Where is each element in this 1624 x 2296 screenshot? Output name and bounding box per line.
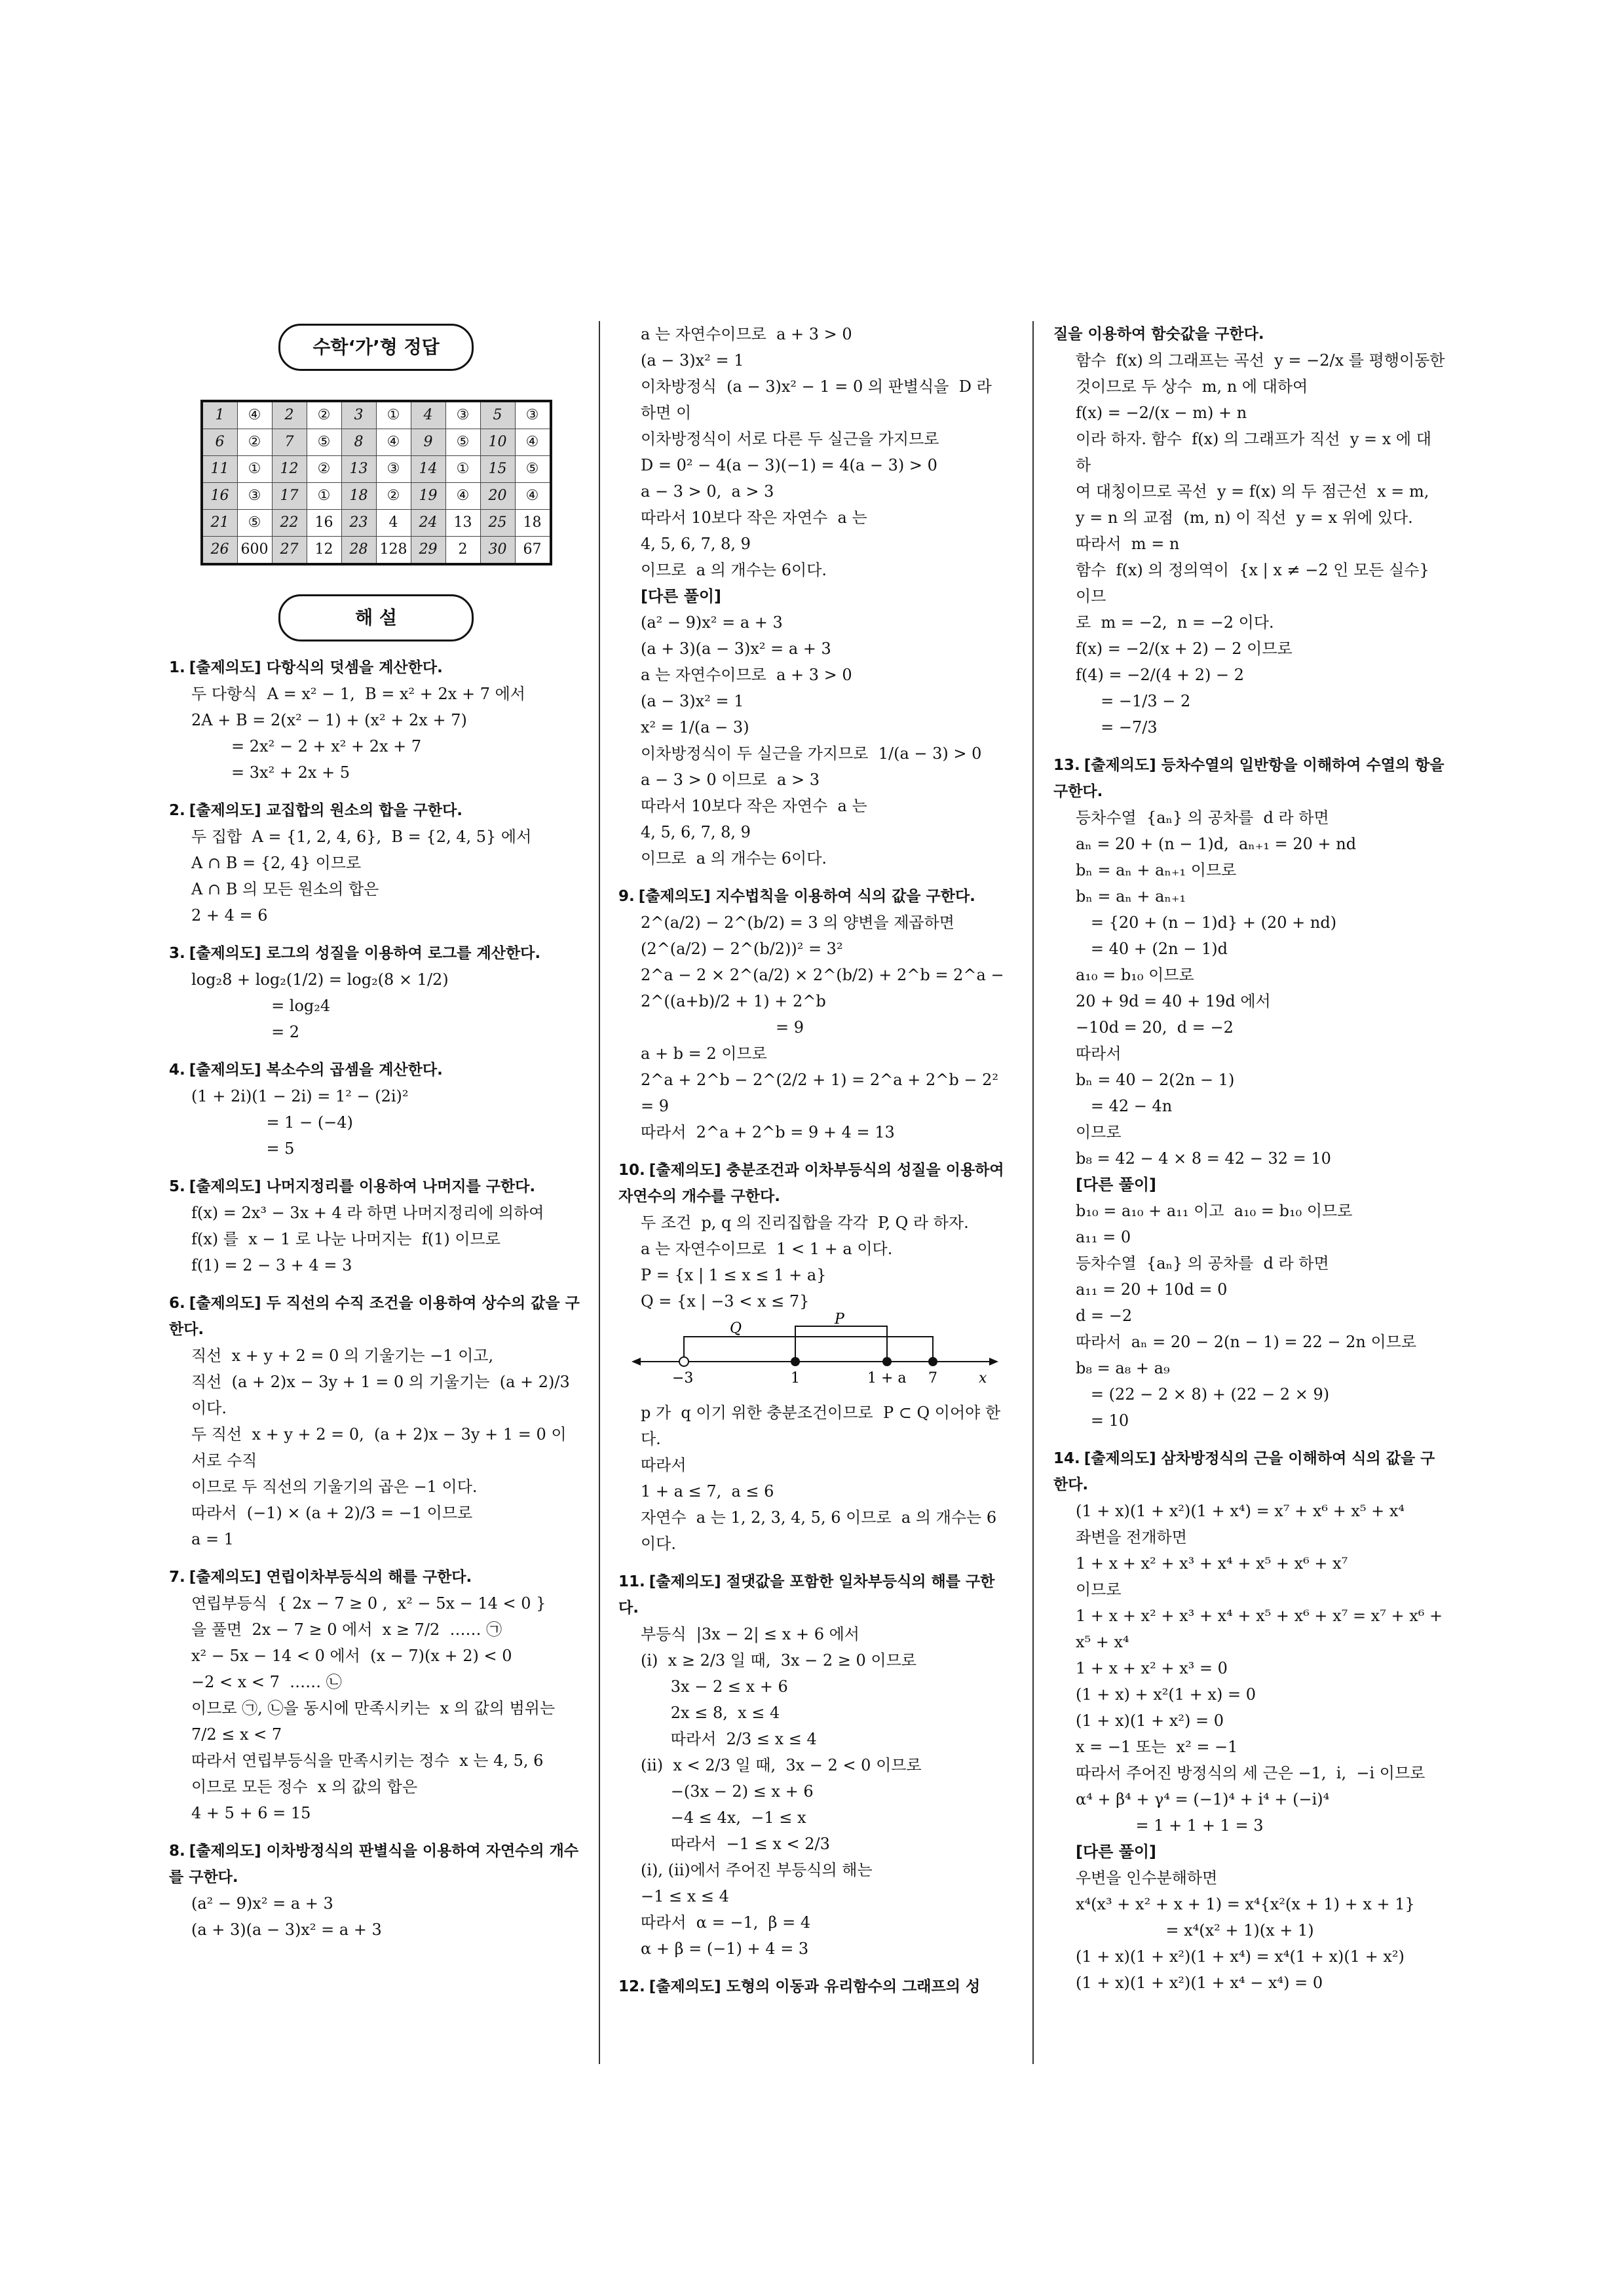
answer-cell: ④ bbox=[376, 429, 411, 456]
intent-text: [출제의도] 두 직선의 수직 조건을 이용하여 상수의 값을 구한다. bbox=[169, 1295, 580, 1338]
column-3 bbox=[1053, 321, 1446, 1996]
solution-line: 등차수열 {aₙ} 의 공차를 d 라 하면 bbox=[1076, 1254, 1329, 1272]
solution-line: (a² − 9)x² = a + 3 bbox=[191, 1894, 333, 1913]
solution-line: (ⅰ), (ⅱ)에서 주어진 부등식의 해는 bbox=[641, 1861, 873, 1879]
answer-cell: ③ bbox=[237, 483, 272, 510]
solution-line: 따라서 −1 ≤ x < 2/3 bbox=[641, 1835, 830, 1853]
solution-heading bbox=[169, 1174, 583, 1200]
solution-line: 따라서 m = n bbox=[1076, 535, 1180, 553]
intent-text: 질을 이용하여 함숫값을 구한다. bbox=[1053, 326, 1264, 343]
solution-line: 것이므로 두 상수 m, n 에 대하여 bbox=[1076, 377, 1308, 396]
question-number-cell: 27 bbox=[272, 537, 307, 565]
question-number: 5. bbox=[169, 1178, 185, 1195]
solution-line: 이므로 a 의 개수는 6이다. bbox=[641, 849, 827, 868]
question-number-cell: 19 bbox=[411, 483, 445, 510]
intent-text: [출제의도] 연립이차부등식의 해를 구한다. bbox=[189, 1569, 472, 1586]
solution-line: = −7/3 bbox=[1076, 718, 1158, 737]
question-number: 12. bbox=[618, 1978, 645, 1995]
solution-line: = 42 − 4n bbox=[1076, 1097, 1173, 1115]
solution-block bbox=[1053, 752, 1446, 1434]
solution-line: 1 + x + x² + x³ = 0 bbox=[1076, 1659, 1228, 1677]
question-number-cell: 12 bbox=[272, 456, 307, 483]
answer-cell: ③ bbox=[376, 456, 411, 483]
solutions-col-2 bbox=[618, 321, 1011, 1314]
question-number: 11. bbox=[618, 1573, 645, 1590]
solution-block bbox=[169, 1057, 583, 1162]
question-number-cell: 15 bbox=[480, 456, 515, 483]
solution-line: = 5 bbox=[191, 1139, 295, 1158]
solution-line: 을 풀면 2x − 7 ≥ 0 에서 x ≥ 7/2 …… ㉠ bbox=[191, 1620, 502, 1639]
answer-row bbox=[202, 456, 551, 483]
solution-line: 4, 5, 6, 7, 8, 9 bbox=[641, 535, 751, 553]
answer-cell: 12 bbox=[307, 537, 341, 565]
solution-heading bbox=[618, 1157, 1011, 1210]
tick-label: x bbox=[979, 1370, 987, 1387]
solution-line: a − 3 > 0 이므로 a > 3 bbox=[641, 771, 820, 789]
solution-line: 1 + x + x² + x³ + x⁴ + x⁵ + x⁶ + x⁷ = x⁷ + x⁶ + x⁵ + x⁴ bbox=[1076, 1607, 1448, 1651]
answer-row bbox=[202, 537, 551, 565]
set-p-label: P bbox=[835, 1311, 844, 1328]
answer-cell: 13 bbox=[445, 510, 480, 537]
solution-line: 이므로 ㉠, ㉡을 동시에 만족시키는 x 의 값의 범위는 bbox=[191, 1699, 556, 1717]
solution-block bbox=[1053, 1445, 1446, 1996]
solution-line: = 1 + 1 + 1 = 3 bbox=[1076, 1816, 1264, 1835]
question-number-cell: 26 bbox=[202, 537, 238, 565]
solutions-col-2-cont bbox=[618, 1400, 1011, 2000]
solution-line: 이므로 두 직선의 기울기의 곱은 −1 이다. bbox=[191, 1478, 478, 1496]
tick-label: 1 + a bbox=[867, 1370, 907, 1387]
solution-line: 2^a + 2^b − 2^(2/2 + 1) = 2^a + 2^b − 2² = 9 bbox=[641, 1071, 1004, 1115]
solution-line: log₂8 + log₂(1/2) = log₂(8 × 1/2) bbox=[191, 970, 449, 989]
solution-line: x² − 5x − 14 < 0 에서 (x − 7)(x + 2) < 0 bbox=[191, 1647, 512, 1665]
answer-cell: 600 bbox=[237, 537, 272, 565]
solution-line: 따라서 주어진 방정식의 세 근은 −1, i, −i 이므로 bbox=[1076, 1764, 1426, 1782]
question-number: 6. bbox=[169, 1295, 185, 1312]
intent-text: [출제의도] 이차방정식의 판별식을 이용하여 자연수의 개수를 구한다. bbox=[169, 1843, 579, 1886]
solution-line: 함수 f(x) 의 그래프는 곡선 y = −2/x 를 평행이동한 bbox=[1076, 351, 1445, 370]
solution-line: (ⅱ) x < 2/3 일 때, 3x − 2 < 0 이므로 bbox=[641, 1756, 922, 1774]
solution-line: 20 + 9d = 40 + 19d 에서 bbox=[1076, 992, 1271, 1010]
answer-cell: 18 bbox=[515, 510, 551, 537]
answer-cell: ② bbox=[376, 483, 411, 510]
solution-line: [다른 풀이] bbox=[1076, 1176, 1157, 1194]
solution-line: x² = 1/(a − 3) bbox=[641, 718, 749, 737]
solution-line: 따라서 aₙ = 20 − 2(n − 1) = 22 − 2n 이므로 bbox=[1076, 1333, 1417, 1351]
solution-line: −10d = 20, d = −2 bbox=[1076, 1018, 1234, 1037]
solution-title: 해 설 bbox=[278, 594, 474, 641]
solution-line: a₁₁ = 20 + 10d = 0 bbox=[1076, 1280, 1228, 1299]
answer-cell: ① bbox=[307, 483, 341, 510]
solution-line: (2^(a/2) − 2^(b/2))² = 3² bbox=[641, 940, 843, 958]
solution-line: = log₂4 bbox=[191, 997, 331, 1015]
question-number-cell: 21 bbox=[202, 510, 238, 537]
solution-line: 두 조건 p, q 의 진리집합을 각각 P, Q 라 하자. bbox=[641, 1214, 969, 1232]
intent-text: [출제의도] 나머지정리를 이용하여 나머지를 구한다. bbox=[189, 1178, 536, 1195]
question-number-cell: 2 bbox=[272, 401, 307, 429]
question-number: 7. bbox=[169, 1569, 185, 1586]
solution-line: a = 1 bbox=[191, 1530, 234, 1548]
question-number-cell: 4 bbox=[411, 401, 445, 429]
solution-line: f(x) = −2/(x + 2) − 2 이므로 bbox=[1076, 640, 1293, 658]
solution-line: 2A + B = 2(x² − 1) + (x² + 2x + 7) bbox=[191, 711, 467, 729]
solutions-col-3 bbox=[1053, 321, 1446, 1996]
solution-line: 2^(a/2) − 2^(b/2) = 3 의 양변을 제곱하면 bbox=[641, 913, 954, 932]
solution-line: Q = {x | −3 < x ≤ 7} bbox=[641, 1292, 810, 1311]
solution-heading bbox=[169, 940, 583, 966]
solution-line: 따라서 10보다 작은 자연수 a 는 bbox=[641, 797, 867, 815]
solution-line: 2 + 4 = 6 bbox=[191, 906, 268, 925]
question-number-cell: 8 bbox=[341, 429, 376, 456]
answer-cell: ⑤ bbox=[515, 456, 551, 483]
solution-line: 이므로 모든 정수 x 의 값의 합은 bbox=[191, 1778, 418, 1796]
answer-cell: ① bbox=[237, 456, 272, 483]
solution-line: 부등식 |3x − 2| ≤ x + 6 에서 bbox=[641, 1625, 859, 1643]
answer-row bbox=[202, 429, 551, 456]
answer-row bbox=[202, 401, 551, 429]
solution-line: 두 집합 A = {1, 2, 4, 6}, B = {2, 4, 5} 에서 bbox=[191, 828, 532, 846]
solution-heading bbox=[618, 1974, 1011, 2000]
column-divider bbox=[599, 321, 600, 2064]
column-2 bbox=[618, 321, 1011, 2000]
solution-line: b₁₀ = a₁₀ + a₁₁ 이고 a₁₀ = b₁₀ 이므로 bbox=[1076, 1202, 1353, 1220]
solution-line: 이므로 bbox=[1076, 1123, 1122, 1141]
intent-text: [출제의도] 충분조건과 이차부등식의 성질을 이용하여 자연수의 개수를 구한다. bbox=[618, 1162, 1004, 1205]
tick-label: 1 bbox=[791, 1370, 800, 1387]
intent-text: [출제의도] 도형의 이동과 유리함수의 그래프의 성 bbox=[649, 1978, 981, 1995]
solution-line: (1 + x)(1 + x²)(1 + x⁴) = x⁴(1 + x)(1 + x²) bbox=[1076, 1947, 1405, 1966]
solution-heading bbox=[169, 1057, 583, 1083]
solution-line: 따라서 α = −1, β = 4 bbox=[641, 1913, 811, 1932]
solution-line: 이차방정식이 서로 다른 두 실근을 가지므로 bbox=[641, 430, 939, 448]
solution-line: (a + 3)(a − 3)x² = a + 3 bbox=[641, 640, 831, 658]
solution-line: −4 ≤ 4x, −1 ≤ x bbox=[641, 1808, 806, 1827]
solution-line: 따라서 bbox=[1076, 1044, 1122, 1063]
solution-line: 7/2 ≤ x < 7 bbox=[191, 1725, 282, 1744]
question-number-cell: 24 bbox=[411, 510, 445, 537]
intent-text: [출제의도] 지수법칙을 이용하여 식의 값을 구한다. bbox=[638, 888, 975, 905]
question-number-cell: 14 bbox=[411, 456, 445, 483]
intent-text: [출제의도] 복소수의 곱셈을 계산한다. bbox=[189, 1062, 443, 1079]
solution-line: a 는 자연수이므로 a + 3 > 0 bbox=[641, 325, 852, 343]
question-number: 4. bbox=[169, 1062, 185, 1079]
answer-cell: 67 bbox=[515, 537, 551, 565]
solution-line: 2^a − 2 × 2^(a/2) × 2^(b/2) + 2^b = 2^a − 2^((a+b)/2 + 1) + 2^b bbox=[641, 966, 1010, 1010]
solution-line: a + b = 2 이므로 bbox=[641, 1044, 767, 1063]
answer-table bbox=[200, 400, 552, 565]
solution-heading bbox=[169, 1290, 583, 1343]
solution-line: f(1) = 2 − 3 + 4 = 3 bbox=[191, 1256, 352, 1274]
solution-line: α⁴ + β⁴ + γ⁴ = (−1)⁴ + i⁴ + (−i)⁴ bbox=[1076, 1790, 1330, 1808]
solution-line: 4 + 5 + 6 = 15 bbox=[191, 1804, 311, 1822]
question-number-cell: 30 bbox=[480, 537, 515, 565]
solution-line: (1 + x)(1 + x²) = 0 bbox=[1076, 1712, 1224, 1730]
solution-line: 이라 하자. 함수 f(x) 의 그래프가 직선 y = x 에 대하 bbox=[1076, 430, 1431, 474]
solution-line: 자연수 a 는 1, 2, 3, 4, 5, 6 이므로 a 의 개수는 6 bbox=[641, 1508, 997, 1527]
question-number-cell: 23 bbox=[341, 510, 376, 537]
answer-cell: ⑤ bbox=[307, 429, 341, 456]
answer-row bbox=[202, 483, 551, 510]
solution-line: (1 + x) + x²(1 + x) = 0 bbox=[1076, 1685, 1256, 1704]
solution-line: = 3x² + 2x + 5 bbox=[191, 763, 350, 782]
question-number-cell: 9 bbox=[411, 429, 445, 456]
solution-line: (1 + x)(1 + x²)(1 + x⁴ − x⁴) = 0 bbox=[1076, 1974, 1323, 1992]
solution-line: = 40 + (2n − 1)d bbox=[1076, 940, 1228, 958]
answer-cell: ⑤ bbox=[445, 429, 480, 456]
solution-line: (1 + x)(1 + x²)(1 + x⁴) = x⁷ + x⁶ + x⁵ + x⁴ bbox=[1076, 1502, 1405, 1520]
solution-line: = 10 bbox=[1076, 1411, 1129, 1430]
solution-block bbox=[618, 883, 1011, 1145]
answer-cell: 128 bbox=[376, 537, 411, 565]
intent-text: [출제의도] 등차수열의 일반항을 이해하여 수열의 항을 구한다. bbox=[1053, 757, 1445, 800]
solution-block bbox=[618, 1400, 1011, 1557]
solution-line: = {20 + (n − 1)d} + (20 + nd) bbox=[1076, 913, 1337, 932]
solution-line: 이차방정식 (a − 3)x² − 1 = 0 의 판별식을 D 라 하면 이 bbox=[641, 377, 997, 422]
solution-line: b₈ = 42 − 4 × 8 = 42 − 32 = 10 bbox=[1076, 1149, 1331, 1168]
answer-title: 수학‘가’형 정답 bbox=[278, 324, 474, 371]
answer-cell: ④ bbox=[515, 429, 551, 456]
solution-line: [다른 풀이] bbox=[641, 587, 722, 605]
solution-line: 우변을 인수분해하면 bbox=[1076, 1869, 1218, 1887]
answer-cell: ④ bbox=[515, 483, 551, 510]
solution-line: (a² − 9)x² = a + 3 bbox=[641, 613, 783, 632]
question-number: 13. bbox=[1053, 757, 1080, 774]
intent-text: [출제의도] 다항식의 덧셈을 계산한다. bbox=[189, 659, 443, 676]
answer-cell: 4 bbox=[376, 510, 411, 537]
column-1 bbox=[169, 321, 583, 1943]
question-number: 1. bbox=[169, 659, 185, 676]
answer-cell: 16 bbox=[307, 510, 341, 537]
solution-line: 따라서 10보다 작은 자연수 a 는 bbox=[641, 508, 867, 527]
number-line-diagram bbox=[632, 1311, 998, 1388]
solution-block bbox=[618, 321, 1011, 871]
solution-block bbox=[618, 1569, 1011, 1962]
solution-block bbox=[618, 1157, 1011, 1314]
answer-cell: ② bbox=[307, 401, 341, 429]
solution-line: D = 0² − 4(a − 3)(−1) = 4(a − 3) > 0 bbox=[641, 456, 937, 474]
answer-cell: ① bbox=[445, 456, 480, 483]
question-number: 3. bbox=[169, 945, 185, 962]
solution-line: 따라서 2^a + 2^b = 9 + 4 = 13 bbox=[641, 1123, 895, 1141]
solution-line: a 는 자연수이므로 a + 3 > 0 bbox=[641, 666, 852, 684]
question-number-cell: 13 bbox=[341, 456, 376, 483]
solution-block bbox=[169, 797, 583, 928]
solution-line: α + β = (−1) + 4 = 3 bbox=[641, 1940, 809, 1958]
answer-cell: ③ bbox=[445, 401, 480, 429]
solution-line: f(x) 를 x − 1 로 나눈 나머지는 f(1) 이므로 bbox=[191, 1230, 500, 1248]
question-number: 8. bbox=[169, 1843, 185, 1860]
solution-line: b₈ = a₈ + a₉ bbox=[1076, 1359, 1170, 1377]
solution-line: a − 3 > 0, a > 3 bbox=[641, 482, 774, 501]
solution-line: 따라서 bbox=[641, 1456, 687, 1474]
solution-line: a₁₁ = 0 bbox=[1076, 1228, 1131, 1246]
solution-line: a 는 자연수이므로 1 < 1 + a 이다. bbox=[641, 1240, 893, 1258]
solution-line: f(4) = −2/(4 + 2) − 2 bbox=[1076, 666, 1244, 684]
solution-line: d = −2 bbox=[1076, 1307, 1133, 1325]
answer-cell: ② bbox=[237, 429, 272, 456]
solution-line: 두 직선 x + y + 2 = 0, (a + 2)x − 3y + 1 = 0 이 서로 수직 bbox=[191, 1425, 572, 1470]
solution-block bbox=[169, 1838, 583, 1943]
solution-line: 연립부등식 { 2x − 7 ≥ 0 , x² − 5x − 14 < 0 } bbox=[191, 1594, 546, 1613]
solution-block bbox=[169, 940, 583, 1045]
solution-line: 이므로 a 의 개수는 6이다. bbox=[641, 561, 827, 579]
solution-line: 함수 f(x) 의 정의역이 {x | x ≠ −2 인 모든 실수} 이므 bbox=[1076, 561, 1435, 605]
answer-cell: ⑤ bbox=[237, 510, 272, 537]
solution-line: y = n 의 교점 (m, n) 이 직선 y = x 위에 있다. bbox=[1076, 508, 1413, 527]
solution-line: A ∩ B 의 모든 원소의 합은 bbox=[191, 880, 379, 898]
solution-line: x⁴(x³ + x² + x + 1) = x⁴{x²(x + 1) + x + 1} bbox=[1076, 1895, 1415, 1913]
set-q-label: Q bbox=[730, 1320, 742, 1337]
question-number-cell: 10 bbox=[480, 429, 515, 456]
question-number-cell: 29 bbox=[411, 537, 445, 565]
solution-line: (a − 3)x² = 1 bbox=[641, 351, 744, 370]
solution-line: 여 대칭이므로 곡선 y = f(x) 의 두 점근선 x = m, bbox=[1076, 482, 1429, 501]
solution-line: bₙ = aₙ + aₙ₊₁ 이므로 bbox=[1076, 861, 1237, 879]
answer-row bbox=[202, 510, 551, 537]
solution-line: = (22 − 2 × 8) + (22 − 2 × 9) bbox=[1076, 1385, 1330, 1404]
question-number: 10. bbox=[618, 1162, 645, 1179]
solution-heading bbox=[618, 883, 1011, 909]
intent-text: [출제의도] 삼차방정식의 근을 이해하여 식의 값을 구한다. bbox=[1053, 1450, 1435, 1493]
solution-line: = 1 − (−4) bbox=[191, 1113, 353, 1132]
solution-line: 이므로 bbox=[1076, 1580, 1122, 1599]
solution-line: 따라서 2/3 ≤ x ≤ 4 bbox=[641, 1730, 817, 1748]
tick-label: −3 bbox=[672, 1370, 694, 1387]
solution-heading bbox=[169, 655, 583, 681]
solution-line: aₙ = 20 + (n − 1)d, aₙ₊₁ = 20 + nd bbox=[1076, 835, 1357, 853]
question-number-cell: 7 bbox=[272, 429, 307, 456]
solution-line: f(x) = 2x³ − 3x + 4 라 하면 나머지정리에 의하여 bbox=[191, 1204, 544, 1222]
question-number-cell: 1 bbox=[202, 401, 238, 429]
question-number-cell: 20 bbox=[480, 483, 515, 510]
solution-line: 1 + x + x² + x³ + x⁴ + x⁵ + x⁶ + x⁷ bbox=[1076, 1554, 1348, 1573]
solution-line: A ∩ B = {2, 4} 이므로 bbox=[191, 854, 362, 872]
solution-line: 로 m = −2, n = −2 이다. bbox=[1076, 613, 1274, 632]
solution-line: 따라서 (−1) × (a + 2)/3 = −1 이므로 bbox=[191, 1504, 473, 1522]
intent-text: [출제의도] 절댓값을 포함한 일차부등식의 해를 구한다. bbox=[618, 1573, 995, 1617]
solution-line: = 2x² − 2 + x² + 2x + 7 bbox=[191, 737, 422, 756]
solution-line: 따라서 연립부등식을 만족시키는 정수 x 는 4, 5, 6 bbox=[191, 1751, 544, 1770]
solution-heading bbox=[1053, 752, 1446, 805]
solution-heading bbox=[169, 1564, 583, 1590]
solution-block bbox=[169, 1564, 583, 1826]
solution-line: 3x − 2 ≤ x + 6 bbox=[641, 1677, 788, 1696]
solution-line: p 가 q 이기 위한 충분조건이므로 P ⊂ Q 이어야 한다. bbox=[641, 1404, 1001, 1448]
question-number-cell: 16 bbox=[202, 483, 238, 510]
solution-line: = x⁴(x² + 1)(x + 1) bbox=[1076, 1921, 1314, 1940]
solution-line: P = {x | 1 ≤ x ≤ 1 + a} bbox=[641, 1266, 827, 1284]
solution-line: 직선 x + y + 2 = 0 의 기울기는 −1 이고, bbox=[191, 1347, 494, 1365]
question-number-cell: 18 bbox=[341, 483, 376, 510]
answer-cell: ④ bbox=[237, 401, 272, 429]
solution-line: (a + 3)(a − 3)x² = a + 3 bbox=[191, 1921, 382, 1939]
question-number-cell: 11 bbox=[202, 456, 238, 483]
solution-heading bbox=[618, 1569, 1011, 1621]
solution-heading bbox=[169, 797, 583, 824]
solution-line: [다른 풀이] bbox=[1076, 1843, 1157, 1861]
question-number-cell: 22 bbox=[272, 510, 307, 537]
solution-line: (a − 3)x² = 1 bbox=[641, 692, 744, 710]
intent-text: [출제의도] 교집합의 원소의 합을 구한다. bbox=[189, 802, 463, 819]
question-number: 9. bbox=[618, 888, 635, 905]
question-number: 2. bbox=[169, 802, 185, 819]
solution-line: bₙ = aₙ + aₙ₊₁ bbox=[1076, 887, 1186, 906]
question-number-cell: 3 bbox=[341, 401, 376, 429]
solution-line: −1 ≤ x ≤ 4 bbox=[641, 1887, 729, 1905]
answer-cell: ③ bbox=[515, 401, 551, 429]
solution-line: 직선 (a + 2)x − 3y + 1 = 0 의 기울기는 (a + 2)/3 이다. bbox=[191, 1373, 580, 1417]
solution-line: = 2 bbox=[191, 1023, 300, 1041]
solution-block bbox=[169, 1174, 583, 1278]
solution-line: 두 다항식 A = x² − 1, B = x² + 2x + 7 에서 bbox=[191, 685, 525, 703]
tick-label: 7 bbox=[928, 1370, 937, 1387]
solution-line: = 9 bbox=[641, 1018, 804, 1037]
solution-line: 이다. bbox=[641, 1535, 676, 1553]
solution-line: bₙ = 40 − 2(2n − 1) bbox=[1076, 1071, 1235, 1089]
column-divider bbox=[1032, 321, 1034, 2064]
question-number: 14. bbox=[1053, 1450, 1080, 1467]
solution-block bbox=[1053, 321, 1446, 740]
solution-heading bbox=[1053, 321, 1446, 347]
solution-line: −2 < x < 7 …… ㉡ bbox=[191, 1673, 342, 1691]
answer-cell: ① bbox=[376, 401, 411, 429]
question-number-cell: 17 bbox=[272, 483, 307, 510]
solution-line: a₁₀ = b₁₀ 이므로 bbox=[1076, 966, 1194, 984]
solution-line: x = −1 또는 x² = −1 bbox=[1076, 1738, 1238, 1756]
question-number-cell: 5 bbox=[480, 401, 515, 429]
solution-line: 좌변을 전개하면 bbox=[1076, 1528, 1187, 1546]
solution-heading bbox=[169, 1838, 583, 1890]
question-number-cell: 28 bbox=[341, 537, 376, 565]
solution-line: = −1/3 − 2 bbox=[1076, 692, 1191, 710]
solution-line: 4, 5, 6, 7, 8, 9 bbox=[641, 823, 751, 841]
solution-line: −(3x − 2) ≤ x + 6 bbox=[641, 1782, 814, 1801]
solutions-col-1 bbox=[169, 655, 583, 1943]
solution-line: 등차수열 {aₙ} 의 공차를 d 라 하면 bbox=[1076, 809, 1329, 827]
solution-heading bbox=[1053, 1445, 1446, 1498]
solution-line: 1 + a ≤ 7, a ≤ 6 bbox=[641, 1482, 774, 1501]
solution-block bbox=[169, 1290, 583, 1552]
solution-line: 2x ≤ 8, x ≤ 4 bbox=[641, 1704, 780, 1722]
solution-line: (1 + 2i)(1 − 2i) = 1² − (2i)² bbox=[191, 1087, 409, 1105]
answer-cell: 2 bbox=[445, 537, 480, 565]
intent-text: [출제의도] 로그의 성질을 이용하여 로그를 계산한다. bbox=[189, 945, 541, 962]
solution-line: 이차방정식이 두 실근을 가지므로 1/(a − 3) > 0 bbox=[641, 744, 982, 763]
solution-line: (ⅰ) x ≥ 2/3 일 때, 3x − 2 ≥ 0 이므로 bbox=[641, 1651, 916, 1670]
answer-cell: ② bbox=[307, 456, 341, 483]
solution-line: f(x) = −2/(x − m) + n bbox=[1076, 404, 1247, 422]
solution-block bbox=[618, 1974, 1011, 2000]
question-number-cell: 6 bbox=[202, 429, 238, 456]
answer-cell: ④ bbox=[445, 483, 480, 510]
question-number-cell: 25 bbox=[480, 510, 515, 537]
solution-block bbox=[169, 655, 583, 786]
